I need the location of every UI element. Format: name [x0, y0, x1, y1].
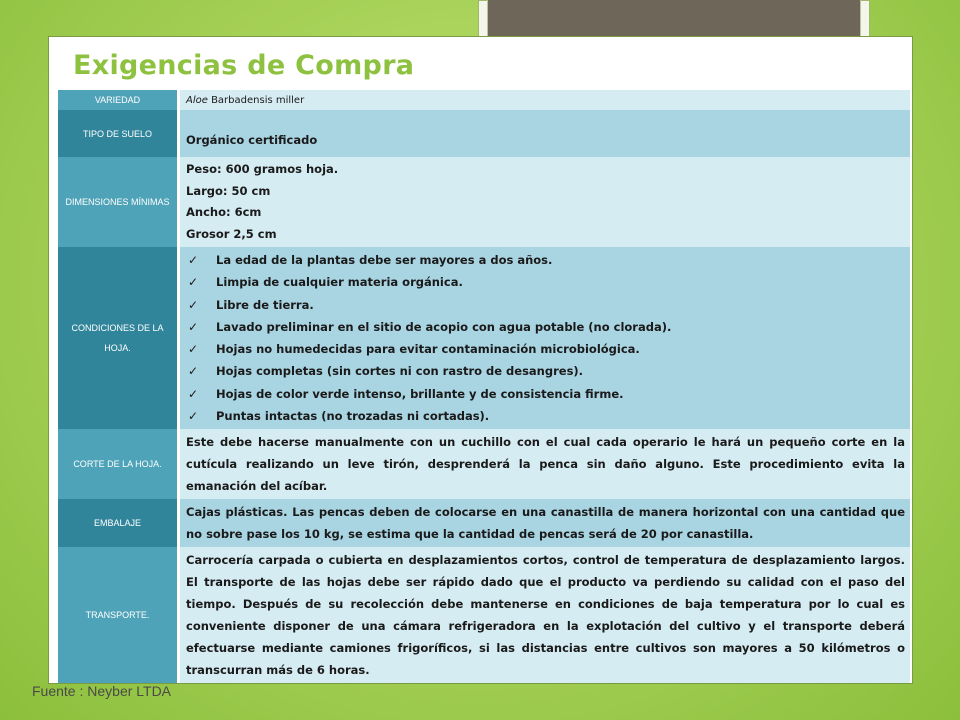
row-value-soil: Orgánico certificado	[179, 110, 911, 157]
requirements-table	[58, 90, 910, 683]
conditions-list	[186, 249, 905, 427]
table-row-conditions	[58, 247, 910, 429]
condition-text: Puntas intactas (no trozadas ni cortadas).	[216, 409, 490, 424]
row-value-transport: Carrocería carpada o cubierta en desplazamientos cortos, control de temperatura de desplazamiento largos. El transporte de las hojas debe ser rápido dado que el producto va perdiendo su calidad con el paso del tiempo. Después de su recolección debe mantenerse en condiciones de baja temperatura por lo cual es conveniente disponer de una cámara refrigeradora en la explotación del cultivo y el transporte deberá efectuarse mediante camiones frigoríficos, si las distancias entre cultivos son mayores a 50 kilómetros o transcurran más de 6 horas.	[179, 547, 911, 683]
dimension-line: Largo: 50 cm	[186, 183, 271, 198]
row-label-cut: CORTE DE LA HOJA.	[58, 429, 179, 499]
list-item	[186, 271, 905, 293]
table-row-cut	[58, 429, 910, 499]
table-row-transport	[58, 547, 910, 683]
table-row-dimensions	[58, 157, 910, 247]
slide-title: Exigencias de Compra	[73, 50, 415, 81]
row-label-variety: VARIEDAD	[58, 90, 179, 110]
condition-text: Hojas completas (sin cortes ni con rastro de desangres).	[216, 364, 584, 379]
source-caption: Fuente : Neyber LTDA	[32, 683, 172, 699]
check-icon: ✓	[188, 409, 199, 424]
check-icon: ✓	[188, 386, 199, 401]
row-label-dimensions: DIMENSIONES MÍNIMAS	[58, 157, 179, 247]
variety-species: Barbadensis miller	[207, 94, 305, 106]
row-label-soil: TIPO DE SUELO	[58, 110, 179, 157]
dimension-line: Peso: 600 gramos hoja.	[186, 162, 339, 176]
list-item	[186, 405, 905, 427]
row-value-variety	[179, 90, 911, 110]
dimension-line: Ancho: 6cm	[186, 205, 262, 219]
list-item	[186, 383, 905, 405]
row-value-conditions	[179, 247, 911, 429]
row-label-packaging: EMBALAJE	[58, 499, 179, 547]
check-icon: ✓	[188, 275, 199, 290]
list-item	[186, 316, 905, 338]
list-item	[186, 249, 905, 271]
list-item	[186, 360, 905, 382]
list-item	[186, 294, 905, 316]
check-icon: ✓	[188, 319, 199, 334]
list-item	[186, 338, 905, 360]
row-label-transport: TRANSPORTE.	[58, 547, 179, 683]
variety-genus: Aloe	[186, 94, 208, 106]
check-icon: ✓	[188, 297, 199, 312]
dimension-line: Grosor 2,5 cm	[186, 226, 277, 241]
table-row-packaging	[58, 499, 910, 547]
condition-text: Hojas de color verde intenso, brillante y de consistencia firme.	[216, 386, 624, 401]
check-icon: ✓	[188, 364, 199, 379]
condition-text: Libre de tierra.	[216, 297, 314, 312]
table-row-soil	[58, 110, 910, 157]
row-label-conditions: CONDICIONES DE LA HOJA.	[58, 247, 179, 429]
condition-text: Limpia de cualquier materia orgánica.	[216, 275, 463, 290]
row-value-packaging: Cajas plásticas. Las pencas deben de colocarse en una canastilla de manera horizontal con una cantidad que no sobre pase los 10 kg, se estima que la cantidad de pencas será de 20 por canastilla.	[179, 499, 911, 547]
condition-text: La edad de la plantas debe ser mayores a dos años.	[216, 253, 553, 267]
table-row-variety	[58, 90, 910, 110]
check-icon: ✓	[188, 253, 199, 267]
row-value-cut: Este debe hacerse manualmente con un cuchillo con el cual cada operario le hará un pequeño corte en la cutícula realizando un leve tirón, desprenderá la penca sin daño alguno. Este procedimiento evita la emanación del acíbar.	[179, 429, 911, 499]
check-icon: ✓	[188, 342, 199, 357]
condition-text: Hojas no humedecidas para evitar contaminación microbiológica.	[216, 342, 640, 357]
condition-text: Lavado preliminar en el sitio de acopio con agua potable (no clorada).	[216, 319, 672, 334]
row-value-dimensions	[179, 157, 911, 247]
